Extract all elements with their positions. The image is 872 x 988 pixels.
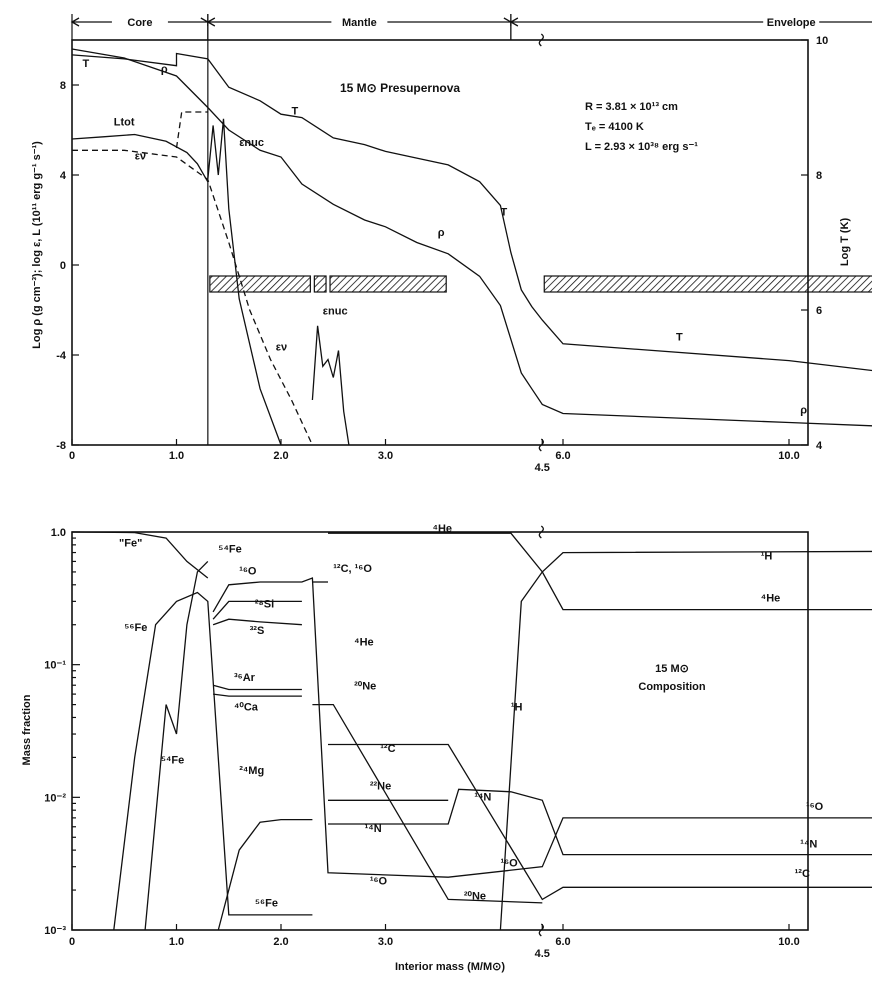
bottom-curve-label: ¹H xyxy=(760,550,773,563)
top-x-tick-label: 0 xyxy=(68,450,76,462)
top-y-tick-label: 0 xyxy=(59,260,66,272)
top-y2-tick-label: 4 xyxy=(816,440,823,452)
bottom-curve-label: ¹⁶O xyxy=(500,857,518,870)
convective-zone-bar xyxy=(330,276,446,292)
bottom-curve-label: ²²Ne xyxy=(369,780,392,793)
bottom-curve-label: ¹⁴N xyxy=(800,838,818,851)
bottom-curve-label: ⁵⁴Fe xyxy=(218,543,242,556)
convective-zone-bar xyxy=(544,276,872,292)
series--h xyxy=(500,551,872,930)
top-x-tick-label: 3.0 xyxy=(377,450,394,462)
bottom-curve-label: ²⁸Si xyxy=(254,598,275,611)
top-y-tick-label: 8 xyxy=(59,80,66,92)
bottom-curve-label: ⁴⁰Ca xyxy=(233,701,258,714)
series--fe xyxy=(114,593,313,931)
curve-label-: ρ xyxy=(437,226,445,239)
bottom-curves xyxy=(72,532,872,930)
bottom-x-tick-label: 6.0 xyxy=(555,936,571,948)
curve-label-t: T xyxy=(676,331,683,344)
bottom-x-tick-label: 10.0 xyxy=(778,936,800,948)
bottom-x-tick-label: 2.0 xyxy=(273,936,289,948)
series--n xyxy=(328,789,872,854)
composition-subtitle: Composition xyxy=(638,681,706,693)
top-plot-frame xyxy=(72,40,808,445)
series-ltot-dashed- xyxy=(177,112,208,148)
bottom-curve-label: ¹⁴N xyxy=(474,791,492,804)
series--s xyxy=(213,619,302,625)
bottom-curve-label: ³²S xyxy=(249,625,265,638)
top-y-tick-label: -8 xyxy=(56,440,66,452)
series--o xyxy=(213,578,872,877)
bottom-x-tick-label: 0 xyxy=(68,936,76,948)
region-label-mantle: Mantle xyxy=(341,17,377,29)
series--he xyxy=(328,533,872,609)
bottom-x-label: Interior mass (M/M⊙) xyxy=(394,961,506,973)
curve-label-t: T xyxy=(82,58,90,70)
bottom-curve-label: ⁵⁶Fe xyxy=(124,621,148,634)
top-y2-tick-label: 8 xyxy=(816,170,823,182)
bottom-curve-label: "Fe" xyxy=(119,537,143,550)
top-title: 15 M⊙ Presupernova xyxy=(340,81,461,95)
series--ca xyxy=(213,694,302,696)
series--ar xyxy=(213,685,302,689)
bottom-x-tick-label: 3.0 xyxy=(377,936,394,948)
bottom-plot-frame xyxy=(72,532,808,930)
bottom-curve-label: ¹⁶O xyxy=(369,875,388,888)
bottom-axis-ticks xyxy=(44,526,872,960)
param-teff: Tₑ = 4100 K xyxy=(585,121,644,133)
composition-title: 15 M⊙ xyxy=(655,663,689,675)
curve-label-: ρ xyxy=(160,63,168,76)
series--fe xyxy=(145,561,208,930)
curve-label-: εν xyxy=(275,341,288,354)
curve-label-nuc: εnuc xyxy=(322,305,348,318)
bottom-curve-label: ¹²C xyxy=(380,742,396,755)
bottom-y-tick-label: 10⁻¹ xyxy=(44,659,66,672)
bottom-curve-label: ³⁶Ar xyxy=(233,672,255,685)
curve-label-ltot: Ltot xyxy=(113,116,135,129)
top-x-tick-label: 10.0 xyxy=(778,450,800,462)
bottom-curve-label: ²⁰Ne xyxy=(463,890,487,903)
region-label-envelope: Envelope xyxy=(766,17,816,29)
bottom-curve-label: ¹H xyxy=(510,701,523,714)
bottom-curve-label: ⁵⁶Fe xyxy=(254,897,278,910)
bottom-curve-label: ⁵⁴Fe xyxy=(160,754,185,767)
top-y2-tick-label: 10 xyxy=(816,35,829,47)
curve-label-: ρ xyxy=(800,404,808,417)
bottom-curve-label: ²⁰Ne xyxy=(354,680,377,693)
bottom-panel xyxy=(21,523,872,973)
region-label-core: Core xyxy=(127,17,153,29)
bottom-x-tick-label: 4.5 xyxy=(534,948,550,960)
top-axis-ticks xyxy=(56,34,872,474)
bottom-y-label: Mass fraction xyxy=(21,694,33,766)
top-panel xyxy=(31,14,872,474)
top-y-label: Log ρ (g cm⁻³); log ε, L (10¹¹ erg g⁻¹ s⁻¹) xyxy=(31,141,43,349)
convective-zone-bar xyxy=(210,276,311,292)
top-y2-tick-label: 6 xyxy=(816,305,823,317)
series-t xyxy=(72,54,872,446)
top-x-tick-label: 6.0 xyxy=(555,450,571,462)
top-y-tick-label: -4 xyxy=(56,350,66,362)
bottom-x-tick-label: 1.0 xyxy=(168,936,185,948)
bottom-curve-label: ¹²C xyxy=(794,868,810,881)
bottom-y-tick-label: 1.0 xyxy=(50,527,66,539)
series-- xyxy=(72,150,312,445)
bottom-curve-label: ²⁴Mg xyxy=(239,764,265,777)
convective-zone-bars xyxy=(210,276,872,292)
bottom-curve-label: ¹⁴N xyxy=(364,822,382,835)
bottom-curve-label: ⁴He xyxy=(354,636,374,649)
top-y2-label: Log T (K) xyxy=(839,217,851,267)
curve-label-nuc: εnuc xyxy=(239,136,264,149)
region-brackets xyxy=(72,14,872,40)
curve-label-t: T xyxy=(500,206,508,219)
series--nuc-shell- xyxy=(312,326,349,445)
top-x-tick-label: 1.0 xyxy=(168,450,185,462)
top-x-tick-label: 2.0 xyxy=(273,450,289,462)
curve-label-: εν xyxy=(134,150,147,163)
bottom-curve-label: ¹⁶O xyxy=(239,565,257,578)
top-curves xyxy=(72,49,872,445)
top-y-tick-label: 4 xyxy=(59,170,66,182)
param-radius: R = 3.81 × 10¹³ cm xyxy=(585,101,678,113)
bottom-y-tick-label: 10⁻³ xyxy=(44,925,66,937)
bottom-curve-label: ¹²C, ¹⁶O xyxy=(333,562,372,575)
bottom-curve-label: ¹⁶O xyxy=(805,801,824,814)
param-luminosity: L = 2.93 × 10³⁸ erg s⁻¹ xyxy=(585,141,698,153)
bottom-y-tick-label: 10⁻² xyxy=(44,792,66,805)
bottom-curve-label: ⁴He xyxy=(760,592,781,605)
bottom-curve-label: ⁴He xyxy=(432,523,453,535)
curve-label-t: T xyxy=(291,105,299,118)
series-- xyxy=(72,49,872,445)
convective-zone-bar xyxy=(314,276,326,292)
series--mg xyxy=(218,820,312,930)
top-x-tick-label: 4.5 xyxy=(534,462,550,474)
